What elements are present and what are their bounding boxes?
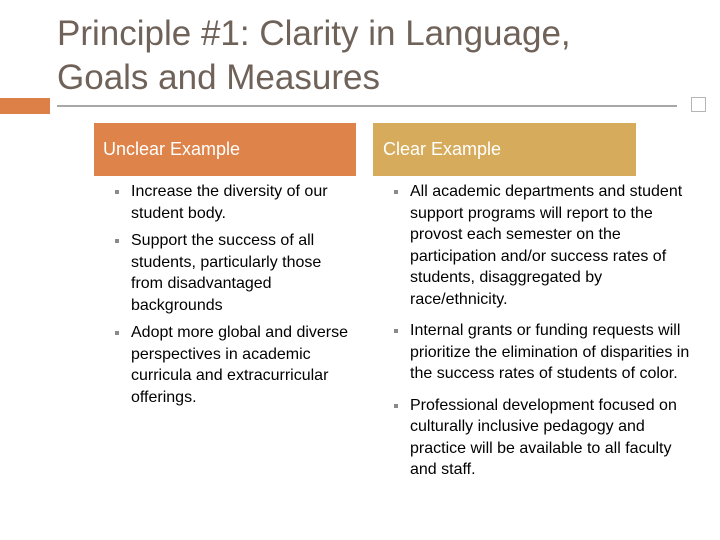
list-item — [394, 395, 694, 481]
bullet-icon — [394, 329, 398, 333]
bullet-icon — [115, 190, 119, 194]
list-item-text: Support the success of all students, particularly those from disadvantaged backgrounds — [131, 232, 322, 314]
bullet-icon — [115, 239, 119, 243]
unclear-bullet-list — [115, 181, 355, 408]
list-item-text: All academic departments and student support programs will report to the provost each semester on the participation and/or success rates of students, disaggregated by race/ethnicity. — [410, 183, 683, 308]
corner-square-icon — [691, 97, 706, 112]
clear-example-column — [394, 181, 694, 491]
list-item-text: Increase the diversity of our student body. — [131, 183, 328, 222]
list-item-text: Adopt more global and diverse perspectives in academic curricula and extracurricular offerings. — [131, 324, 349, 406]
title-divider — [57, 105, 677, 107]
list-item — [115, 322, 355, 408]
list-item-text: Internal grants or funding requests will prioritize the elimination of disparities in the success rates of students of color. — [410, 322, 690, 382]
unclear-example-column — [115, 181, 355, 414]
clear-bullet-list — [394, 181, 694, 481]
list-item — [115, 181, 355, 224]
accent-bar — [0, 98, 50, 114]
slide-title-line2: Goals and Measures — [57, 58, 380, 97]
list-item — [394, 181, 694, 310]
bullet-icon — [394, 404, 398, 408]
slide-title — [57, 12, 697, 100]
unclear-example-header: Unclear Example — [94, 123, 356, 176]
list-item — [394, 320, 694, 385]
bullet-icon — [115, 331, 119, 335]
slide-title-line1: Principle #1: Clarity in Language, — [57, 14, 571, 53]
clear-example-header: Clear Example — [373, 123, 636, 176]
bullet-icon — [394, 190, 398, 194]
list-item-text: Professional development focused on culturally inclusive pedagogy and practice will be available to all faculty and staff. — [410, 396, 677, 478]
list-item — [115, 230, 355, 316]
